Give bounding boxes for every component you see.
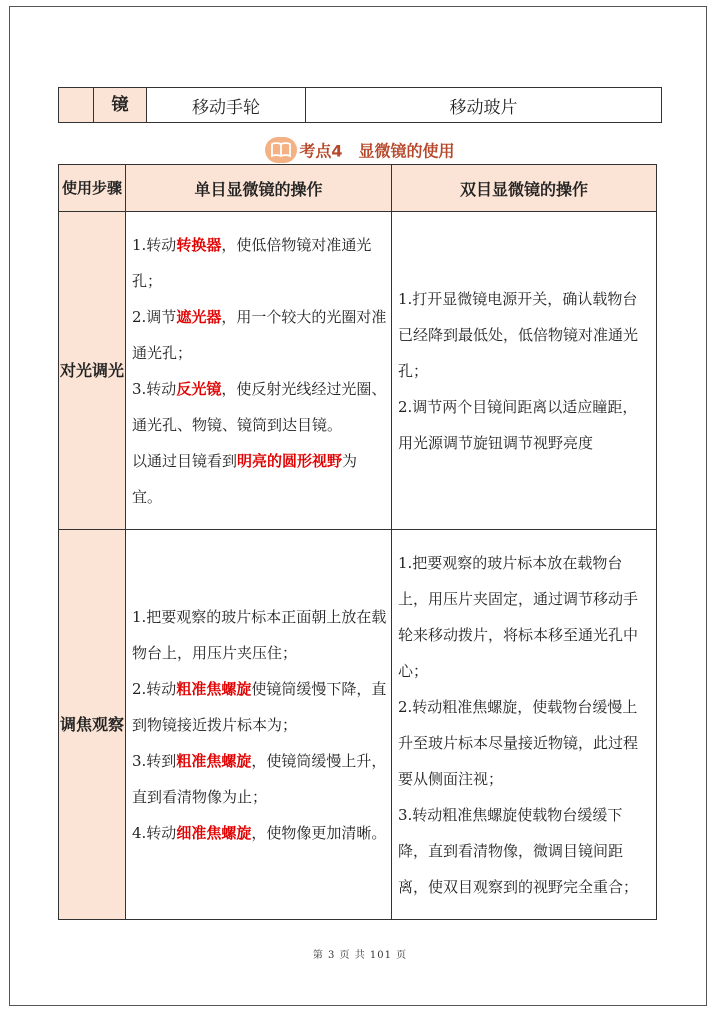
header-mono: 单目显微镜的操作	[126, 165, 392, 212]
list-item: 1.把要观察的玻片标本正面朝上放在载物台上，用压片夹压住；	[132, 607, 387, 662]
header-bino: 双目显微镜的操作	[392, 165, 657, 212]
list-item: 2.转动粗准焦螺旋，使载物台缓慢上升至玻片标本尽量接近物镜，此过程要从侧面注视；	[398, 697, 639, 788]
previous-table-fragment	[58, 87, 662, 123]
table-cell: 移动手轮	[147, 88, 306, 123]
list-item: 2.转动粗准焦螺旋使镜筒缓慢下降，直到物镜接近拨片标本为；	[132, 679, 387, 734]
table-row	[59, 212, 657, 530]
section-title: 考点4 显微镜的使用	[299, 141, 455, 161]
table-header-row	[59, 165, 657, 212]
list-item: 以通过目镜看到明亮的圆形视野为宜。	[132, 451, 358, 506]
table-row	[59, 88, 662, 123]
section-heading	[0, 137, 720, 163]
table-cell-empty	[59, 88, 94, 123]
table-cell: 移动玻片	[306, 88, 662, 123]
row-head-focus: 调焦观察	[59, 530, 126, 920]
header-step: 使用步骤	[59, 165, 126, 212]
list-item: 3.转到粗准焦螺旋，使镜筒缓慢上升，直到看清物像为止；	[132, 751, 387, 806]
bino-light-steps	[392, 212, 657, 530]
mono-focus-steps	[126, 530, 392, 920]
list-item: 2.调节两个目镜间距离以适应瞳距，用光源调节旋钮调节视野亮度	[398, 397, 638, 452]
list-item: 1.转动转换器，使低倍物镜对准通光孔；	[132, 235, 372, 290]
row-label: 镜	[94, 88, 147, 123]
microscope-usage-table	[58, 164, 657, 920]
table-row	[59, 530, 657, 920]
bino-focus-steps	[392, 530, 657, 920]
list-item: 3.转动反光镜，使反射光线经过光圈、通光孔、物镜、镜筒到达目镜。	[132, 379, 387, 434]
row-head-light: 对光调光	[59, 212, 126, 530]
mono-light-steps	[126, 212, 392, 530]
list-item: 4.转动细准焦螺旋，使物像更加清晰。	[132, 823, 387, 842]
list-item: 1.打开显微镜电源开关，确认载物台已经降到最低处，低倍物镜对准通光孔；	[398, 289, 639, 380]
list-item: 1.把要观察的玻片标本放在载物台上，用压片夹固定，通过调节移动手轮来移动拨片，将标本移至通光孔中心；	[398, 553, 639, 680]
list-item: 3.转动粗准焦螺旋使载物台缓缓下降，直到看清物像，微调目镜间距离，使双目观察到的视野完全重合；	[398, 805, 639, 896]
book-icon	[265, 137, 297, 163]
page-footer: 第 3 页 共 101 页	[312, 950, 408, 961]
list-item: 2.调节遮光器，用一个较大的光圈对准通光孔；	[132, 307, 387, 362]
